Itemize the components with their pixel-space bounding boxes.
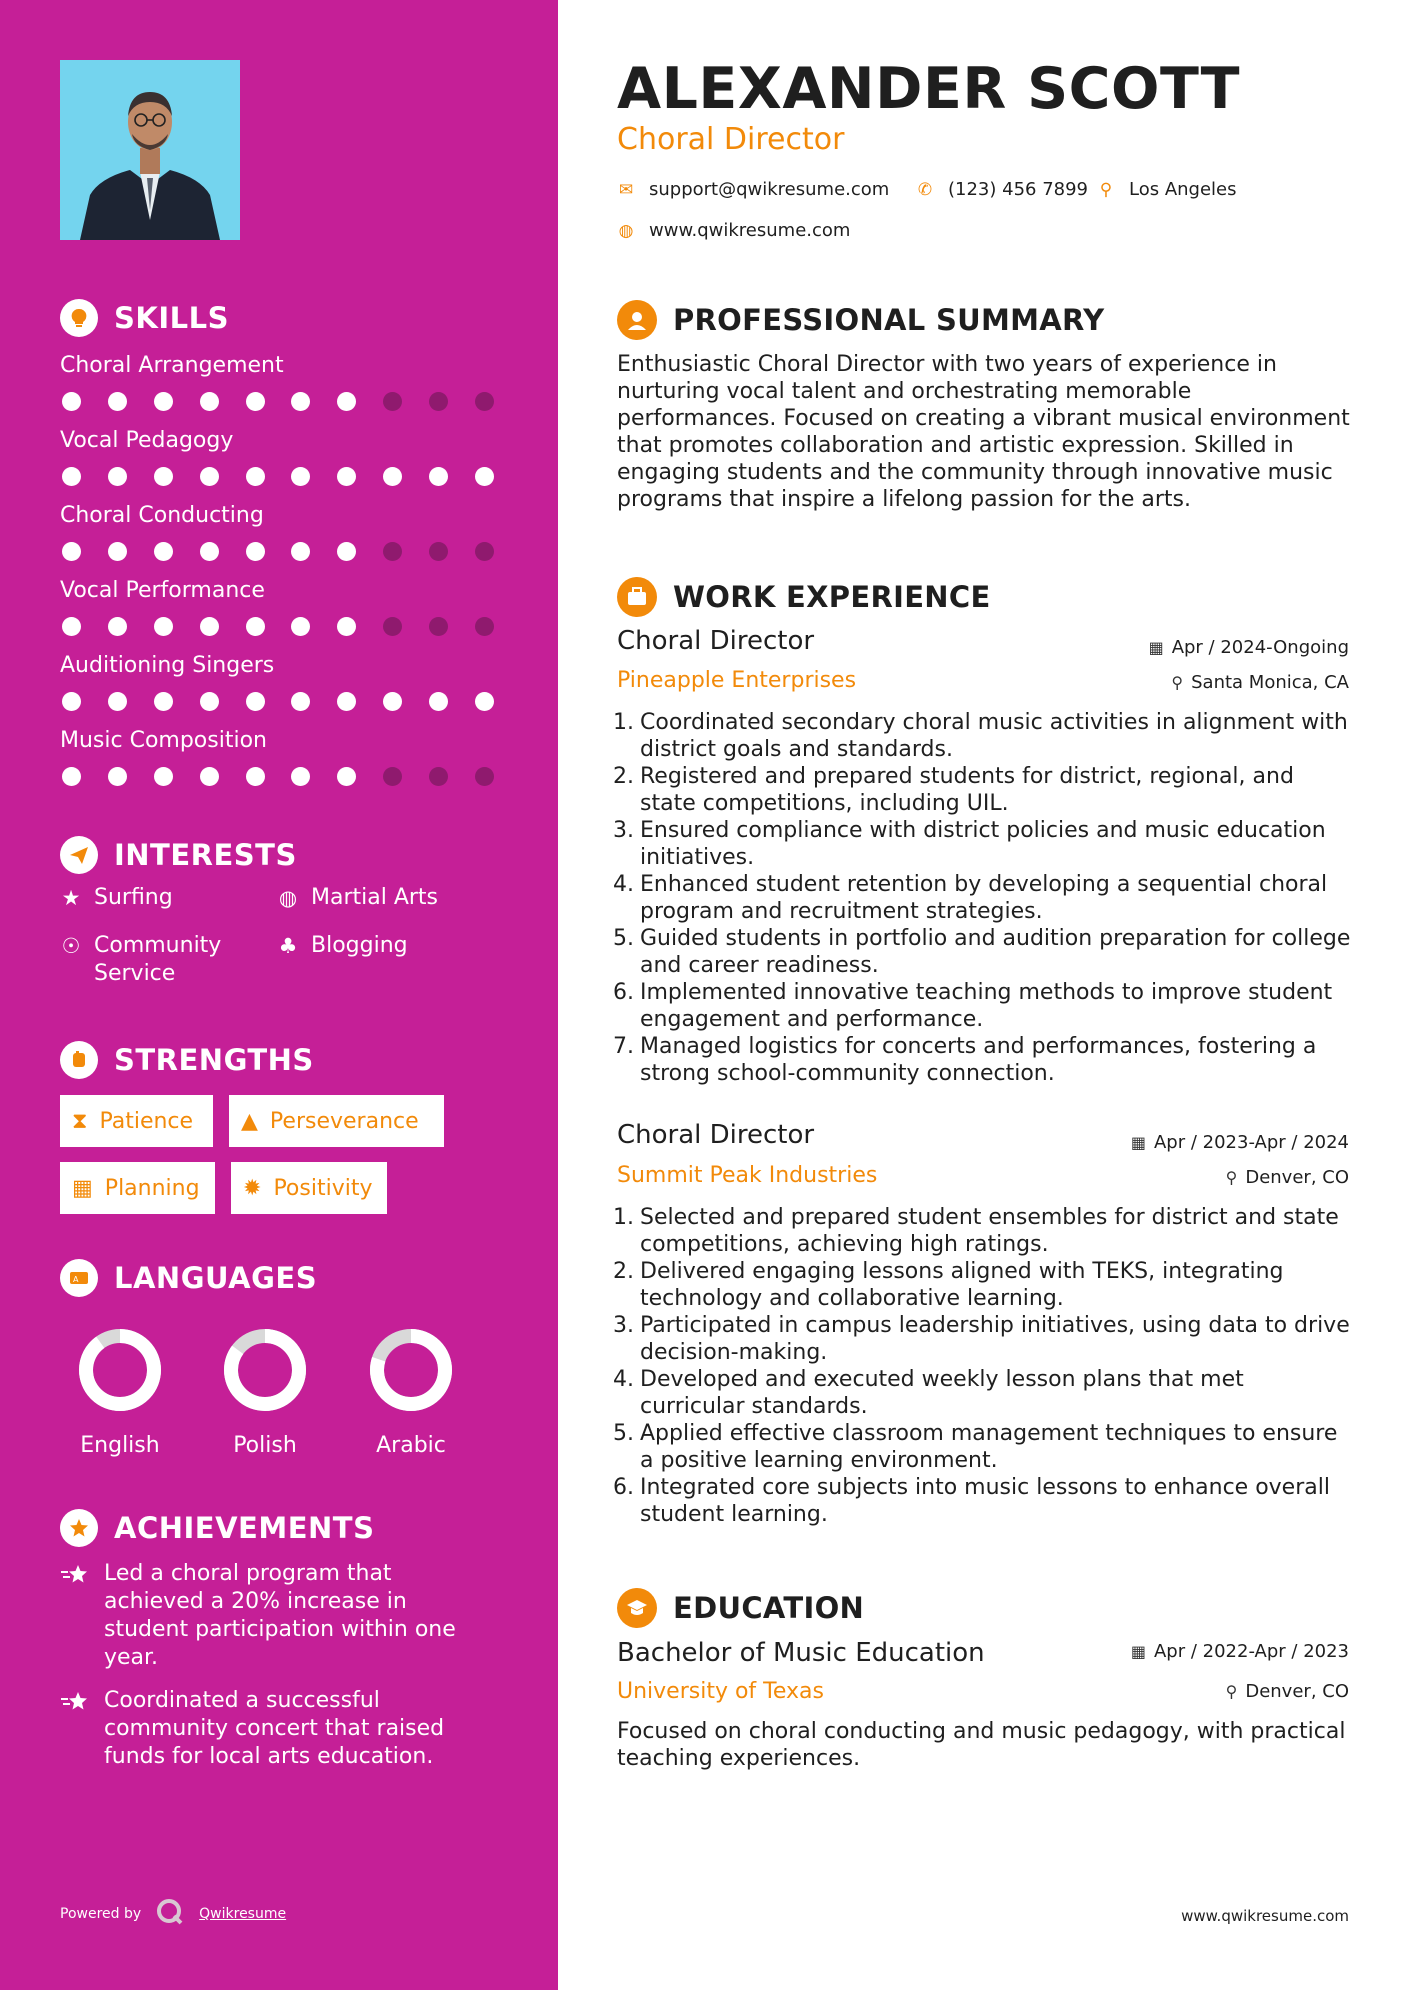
degree-title: Bachelor of Music Education	[617, 1638, 985, 1668]
job-dates	[1149, 637, 1349, 658]
interest-item	[277, 932, 408, 960]
rating-dot-filled	[108, 392, 127, 411]
skill-rating	[60, 392, 496, 411]
rating-dot-filled	[200, 467, 219, 486]
svg-text:A: A	[73, 1275, 79, 1284]
interest-item	[60, 932, 260, 988]
job-dates-text: Apr / 2024-Ongoing	[1171, 637, 1349, 658]
lightbulb-icon	[60, 299, 98, 337]
language-label: Arabic	[376, 1433, 446, 1458]
rating-dot-filled	[154, 467, 173, 486]
education-dates-text: Apr / 2022-Apr / 2023	[1153, 1641, 1349, 1662]
achievement-item	[60, 1687, 480, 1771]
skill-name: Auditioning Singers	[60, 653, 275, 678]
rating-dot-filled	[429, 467, 448, 486]
shooting-star-icon	[60, 1687, 92, 1771]
language-item	[351, 1325, 471, 1458]
location-text: Los Angeles	[1129, 179, 1237, 200]
skill-rating	[60, 467, 496, 486]
rating-dot-filled	[108, 467, 127, 486]
rating-dot-filled	[246, 767, 265, 786]
rating-dot-filled	[200, 392, 219, 411]
rating-dot-filled	[291, 767, 310, 786]
language-label: English	[80, 1433, 160, 1458]
rating-dot-empty	[429, 767, 448, 786]
shooting-star-icon	[60, 1560, 92, 1672]
education-description: Focused on choral conducting and music pedagogy, with practical teaching experiences.	[617, 1719, 1346, 1771]
strength-label: Positivity	[273, 1175, 373, 1201]
job-dates	[1131, 1132, 1349, 1153]
interest-item	[277, 884, 438, 912]
skill-rating	[60, 767, 496, 786]
job-company: Summit Peak Industries	[617, 1163, 878, 1188]
interests-title: INTERESTS	[114, 838, 297, 872]
list-item: 1. Coordinated secondary choral music activities in alignment with district goals and standards.	[613, 710, 1348, 762]
rating-dot-filled	[62, 392, 81, 411]
star-icon: ★	[61, 886, 81, 910]
interest-label: Blogging	[311, 933, 408, 958]
hand-icon: ☉	[61, 934, 81, 958]
star-badge-icon	[60, 1509, 98, 1547]
rating-dot-filled	[154, 767, 173, 786]
skill-row	[60, 725, 500, 786]
strength-chip	[60, 1095, 213, 1147]
skills-heading	[60, 299, 229, 337]
skill-name: Vocal Pedagogy	[60, 428, 234, 453]
languages-heading	[60, 1259, 317, 1297]
person-portrait-icon	[60, 60, 240, 240]
rating-dot-empty	[383, 617, 402, 636]
qwikresume-logo-icon	[155, 1897, 185, 1931]
rating-dot-filled	[200, 617, 219, 636]
candidate-role: Choral Director	[617, 122, 845, 157]
rating-dot-filled	[383, 692, 402, 711]
calendar-icon: ▦	[1130, 1642, 1146, 1661]
education-dates	[1131, 1641, 1349, 1662]
language-donut	[366, 1325, 456, 1415]
job-title: Choral Director	[617, 1120, 815, 1150]
pin-icon: ⚲	[1225, 1168, 1238, 1187]
location-contact	[1097, 179, 1237, 200]
list-item: 5. Applied effective classroom management techniques to ensure a positive learning environment.	[613, 1421, 1338, 1473]
skill-name: Choral Conducting	[60, 503, 264, 528]
phone-text: (123) 456 7899	[948, 179, 1089, 200]
rating-dot-empty	[475, 617, 494, 636]
education-location-text: Denver, CO	[1245, 1681, 1349, 1702]
experience-heading	[617, 577, 991, 617]
globe-icon: ◍	[618, 220, 634, 241]
rating-dot-empty	[383, 767, 402, 786]
rating-dot-filled	[337, 542, 356, 561]
job-location-text: Denver, CO	[1245, 1167, 1349, 1188]
skill-name: Choral Arrangement	[60, 353, 284, 378]
job-company: Pineapple Enterprises	[617, 668, 857, 693]
rating-dot-empty	[383, 392, 402, 411]
rating-dot-filled	[337, 767, 356, 786]
job-location	[1226, 1167, 1349, 1188]
skill-rating	[60, 617, 496, 636]
phone-icon: ✆	[917, 179, 933, 200]
rating-dot-filled	[246, 692, 265, 711]
summary-text: Enthusiastic Choral Director with two years of experience in nurturing vocal talent and orchestrating memorable performances. Focused on creating a vibrant musical environment that promotes collaboration and artistic expression. Skilled in engaging students and the community through innovative music programs that inspire a lifelong passion for the arts.	[617, 352, 1350, 512]
candidate-name: ALEXANDER SCOTT	[617, 56, 1241, 122]
email-contact	[617, 179, 889, 200]
list-item: 3. Participated in campus leadership initiatives, using data to drive decision-making.	[613, 1313, 1350, 1365]
phone-contact	[916, 179, 1088, 200]
skill-name: Music Composition	[60, 728, 267, 753]
skill-name: Vocal Performance	[60, 578, 265, 603]
job-title: Choral Director	[617, 626, 815, 656]
rating-dot-filled	[475, 467, 494, 486]
rating-dot-filled	[246, 467, 265, 486]
education-title: EDUCATION	[673, 1591, 865, 1625]
list-item: 6. Implemented innovative teaching methods to improve student engagement and performance.	[613, 980, 1333, 1032]
globe-icon: ◍	[278, 886, 298, 910]
rating-dot-empty	[429, 617, 448, 636]
summary-heading	[617, 300, 1104, 340]
rating-dot-filled	[291, 392, 310, 411]
skill-rating	[60, 542, 496, 561]
rating-dot-filled	[337, 617, 356, 636]
job-location-text: Santa Monica, CA	[1191, 672, 1349, 693]
list-item: 7. Managed logistics for concerts and performances, fostering a strong school-community connection.	[613, 1034, 1317, 1086]
list-item: 1. Selected and prepared student ensembles for district and state competitions, achieving high ratings.	[613, 1205, 1339, 1257]
calendar-icon: ▦	[1148, 638, 1164, 657]
rating-dot-filled	[108, 767, 127, 786]
sidebar	[0, 0, 558, 1990]
job-dates-text: Apr / 2023-Apr / 2024	[1153, 1132, 1349, 1153]
interest-label: Martial Arts	[311, 885, 439, 910]
rating-dot-filled	[200, 542, 219, 561]
job-location	[1171, 672, 1349, 693]
language-icon	[60, 1259, 98, 1297]
rating-dot-filled	[154, 617, 173, 636]
qwikresume-link[interactable]: Qwikresume	[199, 1906, 287, 1922]
people-icon: ♣	[278, 934, 298, 958]
education-heading	[617, 1588, 864, 1628]
paper-plane-icon	[60, 836, 98, 874]
skill-row	[60, 575, 500, 636]
powered-by-label: Powered by	[60, 1906, 142, 1922]
rating-dot-filled	[62, 767, 81, 786]
rating-dot-empty	[475, 542, 494, 561]
language-donut-fill	[86, 1336, 154, 1404]
website-text[interactable]: www.qwikresume.com	[649, 220, 851, 241]
list-item: 4. Enhanced student retention by developing a sequential choral program and recruitment strategies.	[613, 872, 1328, 924]
rating-dot-filled	[62, 542, 81, 561]
rating-dot-filled	[62, 692, 81, 711]
summary-title: PROFESSIONAL SUMMARY	[673, 303, 1105, 337]
list-item: 2. Delivered engaging lessons aligned with TEKS, integrating technology and collaborative learning.	[613, 1259, 1284, 1311]
rating-dot-empty	[475, 392, 494, 411]
experience-title: WORK EXPERIENCE	[673, 580, 991, 614]
achievements-heading	[60, 1509, 374, 1547]
strength-chip	[60, 1162, 215, 1214]
skill-row	[60, 350, 500, 411]
calendar-icon: ▦	[72, 1175, 93, 1201]
rating-dot-filled	[246, 542, 265, 561]
rating-dot-filled	[383, 467, 402, 486]
language-label: Polish	[233, 1433, 297, 1458]
skill-rating	[60, 692, 496, 711]
sun-icon: ✹	[243, 1175, 262, 1201]
achievement-item	[60, 1560, 480, 1672]
rating-dot-filled	[154, 542, 173, 561]
rating-dot-filled	[108, 617, 127, 636]
footer-url[interactable]: www.qwikresume.com	[1181, 1907, 1349, 1925]
rating-dot-filled	[108, 542, 127, 561]
language-donut	[220, 1325, 310, 1415]
rating-dot-filled	[337, 692, 356, 711]
strength-chip	[229, 1095, 444, 1147]
rating-dot-filled	[246, 617, 265, 636]
skill-row	[60, 425, 500, 486]
rating-dot-empty	[383, 542, 402, 561]
graduation-icon	[617, 1588, 657, 1628]
user-icon	[617, 300, 657, 340]
pin-icon: ⚲	[1225, 1682, 1238, 1701]
strengths-title: STRENGTHS	[114, 1043, 314, 1077]
rating-dot-empty	[475, 767, 494, 786]
rating-dot-filled	[475, 692, 494, 711]
interest-item	[60, 884, 173, 912]
achievement-text: Led a choral program that achieved a 20% increase in student participation within one year.	[104, 1561, 456, 1670]
list-item: 5. Guided students in portfolio and audition preparation for college and career readiness.	[613, 926, 1351, 978]
job-bullets	[606, 709, 1351, 1087]
hourglass-icon: ⧗	[72, 1108, 88, 1134]
rating-dot-filled	[154, 392, 173, 411]
strength-label: Patience	[99, 1108, 194, 1134]
powered-by	[60, 1897, 286, 1931]
list-item: 6. Integrated core subjects into music lessons to enhance overall student learning.	[613, 1475, 1330, 1527]
rating-dot-filled	[291, 692, 310, 711]
briefcase-icon	[617, 577, 657, 617]
fist-icon	[60, 1041, 98, 1079]
language-item	[60, 1325, 180, 1458]
rating-dot-empty	[429, 392, 448, 411]
mountain-icon: ▲	[241, 1108, 258, 1134]
achievement-text: Coordinated a successful community concert that raised funds for local arts education.	[104, 1688, 445, 1769]
strength-label: Planning	[104, 1175, 200, 1201]
skill-row	[60, 500, 500, 561]
strength-label: Perseverance	[269, 1108, 419, 1134]
education-location	[1226, 1681, 1349, 1702]
rating-dot-filled	[246, 392, 265, 411]
list-item: 3. Ensured compliance with district policies and music education initiatives.	[613, 818, 1326, 870]
pin-icon: ⚲	[1171, 673, 1184, 692]
rating-dot-filled	[62, 467, 81, 486]
rating-dot-filled	[108, 692, 127, 711]
envelope-icon: ✉	[618, 179, 634, 200]
interests-heading	[60, 836, 297, 874]
email-text[interactable]: support@qwikresume.com	[649, 179, 890, 200]
profile-photo	[60, 60, 240, 240]
skills-title: SKILLS	[114, 301, 229, 335]
strengths-heading	[60, 1041, 314, 1079]
rating-dot-filled	[337, 392, 356, 411]
interest-label: Community Service	[94, 933, 222, 986]
list-item: 2. Registered and prepared students for district, regional, and state competitions, including UIL.	[613, 764, 1294, 816]
rating-dot-empty	[429, 542, 448, 561]
rating-dot-filled	[337, 467, 356, 486]
language-item	[205, 1325, 325, 1458]
language-donut	[75, 1325, 165, 1415]
rating-dot-filled	[291, 542, 310, 561]
website-contact	[617, 220, 850, 241]
rating-dot-filled	[154, 692, 173, 711]
rating-dot-filled	[200, 767, 219, 786]
interest-label: Surfing	[94, 885, 173, 910]
list-item: 4. Developed and executed weekly lesson plans that met curricular standards.	[613, 1367, 1244, 1419]
map-pin-icon: ⚲	[1099, 179, 1113, 200]
job-bullets	[606, 1204, 1351, 1528]
skill-row	[60, 650, 500, 711]
rating-dot-filled	[429, 692, 448, 711]
rating-dot-filled	[200, 692, 219, 711]
calendar-icon: ▦	[1130, 1133, 1146, 1152]
rating-dot-filled	[62, 617, 81, 636]
languages-title: LANGUAGES	[114, 1261, 318, 1295]
achievements-title: ACHIEVEMENTS	[114, 1511, 375, 1545]
school-name: University of Texas	[617, 1679, 824, 1704]
rating-dot-filled	[291, 467, 310, 486]
strength-chip	[231, 1162, 387, 1214]
rating-dot-filled	[291, 617, 310, 636]
